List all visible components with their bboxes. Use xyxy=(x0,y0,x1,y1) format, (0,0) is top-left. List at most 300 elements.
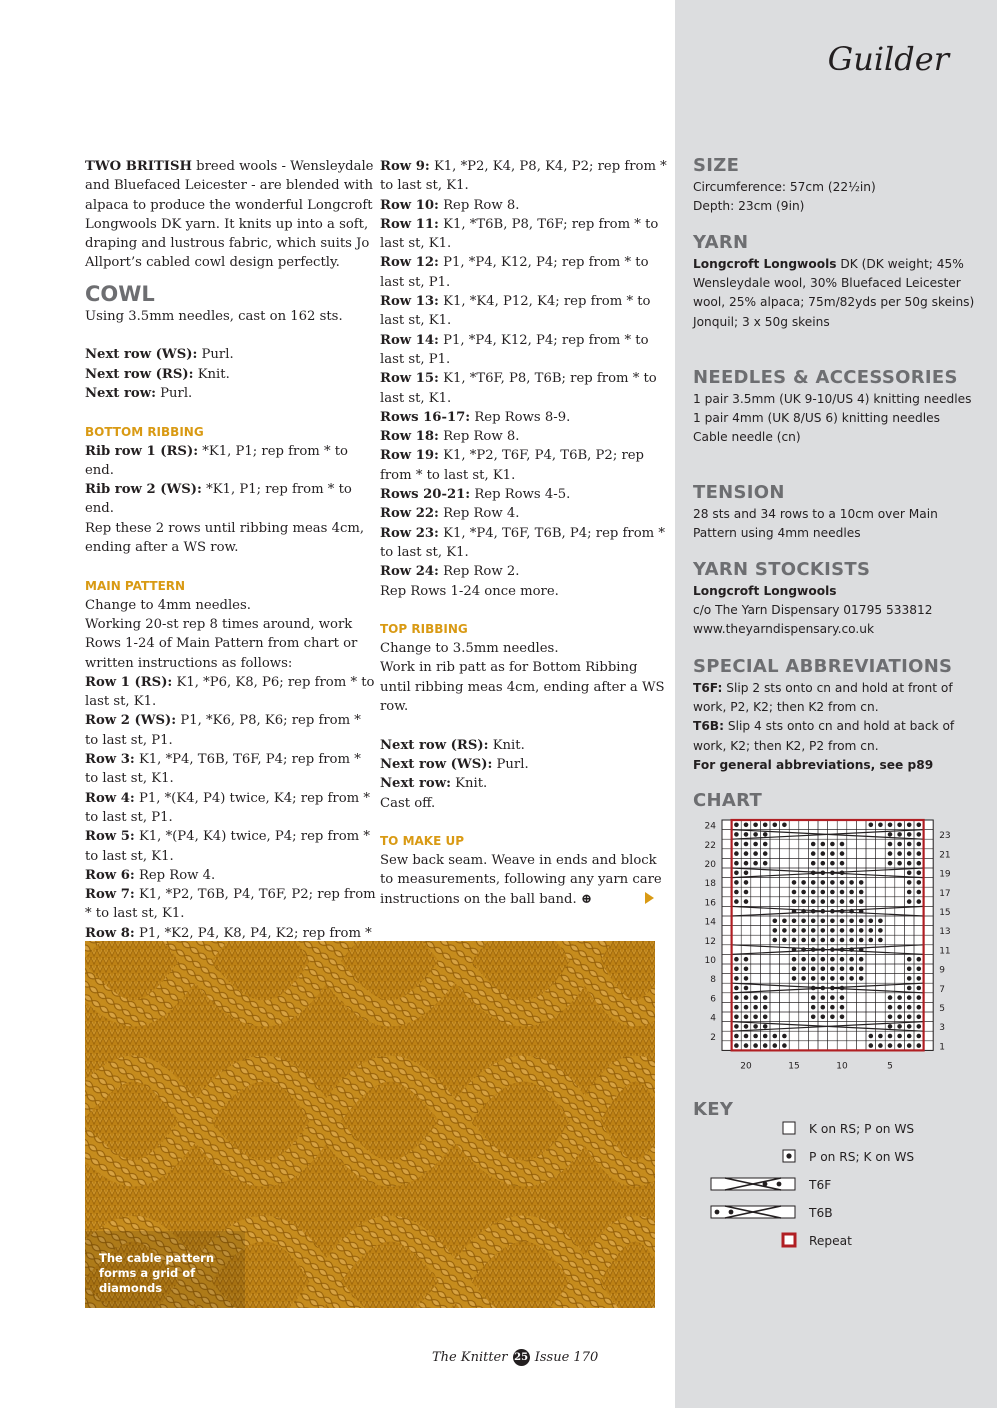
purl-dot xyxy=(830,967,835,972)
purl-dot xyxy=(773,1043,778,1048)
purl-dot xyxy=(753,1024,758,1029)
key-label: T6B xyxy=(809,1206,833,1220)
purl-dot xyxy=(734,967,739,972)
stockist-address: c/o The Yarn Dispensary 01795 533812 xyxy=(693,603,933,618)
instruction-row: Rows 16-17: Rep Rows 8-9. xyxy=(380,409,571,425)
size-line: Circumference: 57cm (22½in) xyxy=(693,180,876,194)
size-line: Depth: 23cm (9in) xyxy=(693,199,805,214)
needles-heading: NEEDLES & ACCESSORIES xyxy=(693,367,958,388)
row-label: 21 xyxy=(939,850,951,861)
purl-dot xyxy=(744,1015,749,1020)
key-label: P on RS; K on WS xyxy=(809,1150,915,1164)
purl-dot xyxy=(744,976,749,981)
purl-dot xyxy=(830,976,835,981)
purl-dot xyxy=(917,1024,922,1029)
purl-dot xyxy=(753,851,758,856)
purl-dot xyxy=(917,861,922,866)
purl-dot xyxy=(811,842,816,847)
purl-dot xyxy=(773,1034,778,1039)
main-pattern-intro: Change to 4mm needles. xyxy=(85,597,251,613)
purl-dot xyxy=(869,919,874,924)
purl-dot xyxy=(878,928,883,933)
purl-dot xyxy=(821,995,826,1000)
purl-dot xyxy=(859,919,864,924)
purl-dot xyxy=(763,842,768,847)
purl-dot xyxy=(840,890,845,895)
purl-dot xyxy=(734,957,739,962)
purl-dot xyxy=(773,919,778,924)
purl-dot xyxy=(897,995,902,1000)
purl-dot xyxy=(897,1015,902,1020)
purl-dot xyxy=(859,880,864,885)
purl-dot xyxy=(830,1005,835,1010)
purl-dot xyxy=(744,842,749,847)
purl-dot xyxy=(753,1015,758,1020)
purl-dot xyxy=(878,938,883,943)
key-heading: KEY xyxy=(693,1099,734,1120)
purl-dot xyxy=(811,986,816,991)
magazine-name: The Knitter xyxy=(432,1350,508,1365)
purl-dot xyxy=(763,823,768,828)
row-label: 17 xyxy=(939,888,951,899)
purl-dot xyxy=(821,880,826,885)
purl-dot xyxy=(782,938,787,943)
purl-dot xyxy=(811,1015,816,1020)
purl-dot xyxy=(734,1034,739,1039)
purl-dot xyxy=(744,957,749,962)
purl-dot xyxy=(859,938,864,943)
purl-dot xyxy=(917,1034,922,1039)
main-pattern-heading: MAIN PATTERN xyxy=(85,578,186,593)
chart-heading: CHART xyxy=(693,790,763,811)
instruction-row: Row 9: K1, *P2, K4, P8, K4, P2; rep from * to last st, K1. xyxy=(380,159,667,194)
key-symbols xyxy=(705,1118,805,1258)
row-label: 22 xyxy=(704,840,716,851)
purl-dot xyxy=(859,899,864,904)
purl-dot xyxy=(782,823,787,828)
ribbing-note: Rep these 2 rows until ribbing meas 4cm, ending after a WS row. xyxy=(85,520,365,556)
purl-dot xyxy=(753,832,758,837)
purl-dot xyxy=(821,842,826,847)
purl-dot xyxy=(888,842,893,847)
instruction-row: Row 15: K1, *T6F, P8, T6B; rep from * to last st, K1. xyxy=(380,371,657,406)
purl-dot xyxy=(840,938,845,943)
purl-dot xyxy=(907,880,912,885)
purl-dot xyxy=(907,976,912,981)
instruction-row: Rows 20-21: Rep Rows 4-5. xyxy=(380,487,571,503)
purl-dot xyxy=(859,957,864,962)
purl-dot xyxy=(897,842,902,847)
purl-dot xyxy=(888,832,893,837)
purl-dot xyxy=(917,976,922,981)
stockist-website[interactable]: www.theyarndispensary.co.uk xyxy=(693,622,875,637)
purl-dot xyxy=(763,1024,768,1029)
key-label: K on RS; P on WS xyxy=(809,1122,915,1136)
purl-dot xyxy=(917,957,922,962)
purl-dot xyxy=(734,851,739,856)
top-ribbing-line: Work in rib patt as for Bottom Ribbing until ribbing meas 4cm, ending after a WS row. xyxy=(380,660,665,715)
purl-dot xyxy=(792,938,797,943)
needles-section xyxy=(693,366,983,448)
abbrev-item: T6F: Slip 2 sts onto cn and hold at front of work, P2, K2; then K2 from cn. xyxy=(693,681,953,715)
purl-dot xyxy=(840,1015,845,1020)
instruction-row: Next row (RS): Knit. xyxy=(380,737,525,753)
instruction-row: Row 2 (WS): P1, *K6, P8, K6; rep from * to last st, P1. xyxy=(85,713,361,748)
purl-dot xyxy=(849,938,854,943)
intro-lead: TWO BRITISH xyxy=(85,159,192,174)
purl-dot xyxy=(917,1005,922,1010)
purl-dot xyxy=(888,1024,893,1029)
purl-dot xyxy=(811,890,816,895)
purl-dot xyxy=(830,938,835,943)
purl-dot xyxy=(917,1043,922,1048)
purl-dot xyxy=(734,842,739,847)
abbrev-item: T6B: Slip 4 sts onto cn and hold at back of work, K2; then K2, P2 from cn. xyxy=(693,719,955,753)
purl-dot xyxy=(849,967,854,972)
purl-dot xyxy=(859,967,864,972)
purl-dot xyxy=(782,1043,787,1048)
row-label: 23 xyxy=(939,831,951,842)
purl-dot xyxy=(801,976,806,981)
purl-dot xyxy=(753,1005,758,1010)
instruction-row: Next row (WS): Purl. xyxy=(85,347,234,363)
purl-dot xyxy=(849,880,854,885)
purl-dot xyxy=(830,928,835,933)
purl-dot xyxy=(907,861,912,866)
top-ribbing-line: Change to 3.5mm needles. xyxy=(380,641,559,657)
purl-dot xyxy=(773,928,778,933)
issue-number: Issue 170 xyxy=(534,1350,599,1365)
purl-dot xyxy=(763,1043,768,1048)
purl-dot xyxy=(830,861,835,866)
purl-dot xyxy=(811,995,816,1000)
instruction-row: Row 1 (RS): K1, *P6, K8, P6; rep from * to last st, K1. xyxy=(85,674,375,710)
purl-dot xyxy=(744,1043,749,1048)
purl-dot xyxy=(897,1043,902,1048)
column-label: 5 xyxy=(887,1061,893,1072)
purl-dot xyxy=(907,842,912,847)
instruction-row: Rib row 2 (WS): *K1, P1; rep from * to end. xyxy=(85,482,352,517)
purl-dot xyxy=(753,823,758,828)
purl-dot xyxy=(773,823,778,828)
purl-dot xyxy=(849,899,854,904)
purl-dot xyxy=(734,1043,739,1048)
purl-dot xyxy=(763,1015,768,1020)
purl-dot xyxy=(888,1005,893,1010)
purl-dot xyxy=(744,871,749,876)
purl-dot xyxy=(888,995,893,1000)
instruction-row: Next row: Purl. xyxy=(85,385,193,401)
purl-dot xyxy=(801,957,806,962)
purl-dot xyxy=(753,995,758,1000)
instruction-row: Row 12: P1, *P4, K12, P4; rep from * to last st, P1. xyxy=(380,255,649,290)
purl-dot xyxy=(907,832,912,837)
stockist-name: Longcroft Longwools xyxy=(693,584,837,598)
purl-dot xyxy=(811,899,816,904)
needles-line: 1 pair 3.5mm (UK 9-10/US 4) knitting needles xyxy=(693,392,972,406)
t6b-symbol xyxy=(711,1206,795,1218)
instruction-row: Next row: Knit. xyxy=(380,776,488,792)
purl-dot xyxy=(773,938,778,943)
purl-dot xyxy=(821,928,826,933)
abbrev-heading: SPECIAL ABBREVIATIONS xyxy=(693,656,953,677)
purl-dot xyxy=(888,1043,893,1048)
bottom-ribbing-heading: BOTTOM RIBBING xyxy=(85,424,204,439)
yarn-heading: YARN xyxy=(693,232,749,253)
row-label: 13 xyxy=(939,927,951,938)
row-label: 19 xyxy=(939,869,951,880)
knitting-chart xyxy=(690,814,970,1084)
purl-dot xyxy=(878,1034,883,1039)
purl-dot xyxy=(811,861,816,866)
purl-dot xyxy=(878,1043,883,1048)
purl-dot xyxy=(811,967,816,972)
purl-dot xyxy=(830,957,835,962)
stockists-heading: YARN STOCKISTS xyxy=(693,559,871,580)
purl-dot xyxy=(792,957,797,962)
purl-dot xyxy=(753,861,758,866)
purl-dot xyxy=(792,899,797,904)
purl-dot xyxy=(821,967,826,972)
purl-dot xyxy=(734,899,739,904)
purl-dot xyxy=(801,880,806,885)
purl-dot xyxy=(859,890,864,895)
row-label: 5 xyxy=(939,1004,945,1014)
knit-symbol xyxy=(783,1122,795,1134)
row-label: 2 xyxy=(710,1032,716,1043)
purl-dot xyxy=(744,861,749,866)
purl-dot xyxy=(801,938,806,943)
purl-dot xyxy=(734,871,739,876)
purl-dot xyxy=(792,967,797,972)
instruction-row: Row 19: K1, *P2, T6F, P4, T6B, P2; rep from * to last st, K1. xyxy=(380,448,645,483)
purl-dot xyxy=(811,851,816,856)
instruction-row: Row 23: K1, *P4, T6F, T6B, P4; rep from * to last st, K1. xyxy=(380,525,665,560)
purl-dot xyxy=(849,928,854,933)
purl-dot xyxy=(811,1005,816,1010)
purl-dot xyxy=(811,957,816,962)
purl-dot xyxy=(897,1034,902,1039)
purl-dot xyxy=(830,899,835,904)
purl-dot xyxy=(888,1015,893,1020)
purl-dot xyxy=(734,1015,739,1020)
intro-text: breed wools - Wensleydale and Bluefaced Leicester - are blended with alpaca to produce the wonderful Longcroft Longwools DK yarn. It knits up into a soft, draping and lustrous fabric, which suits Jo Allport’s cabled cowl design perfectly. xyxy=(85,159,374,271)
repeat-symbol xyxy=(783,1234,795,1246)
purl-dot xyxy=(869,938,874,943)
instruction-row: Row 11: K1, *T6B, P8, T6F; rep from * to last st, K1. xyxy=(380,216,659,252)
purl-dot xyxy=(907,986,912,991)
row-label: 16 xyxy=(704,898,716,909)
purl-dot xyxy=(907,871,912,876)
instruction-row: Row 10: Rep Row 8. xyxy=(380,197,520,213)
instruction-row: Row 5: K1, *(P4, K4) twice, P4; rep from * to last st, K1. xyxy=(85,829,370,864)
purl-dot xyxy=(888,861,893,866)
purl-dot xyxy=(917,1015,922,1020)
purl-dot xyxy=(792,919,797,924)
purl-dot xyxy=(821,1005,826,1010)
page-footer xyxy=(432,1349,598,1366)
purl-dot xyxy=(821,851,826,856)
chart-section xyxy=(693,789,983,813)
purl-dot xyxy=(763,1034,768,1039)
row-label: 14 xyxy=(704,917,716,928)
purl-dot xyxy=(917,986,922,991)
purl-dot xyxy=(907,1015,912,1020)
instruction-row: Row 8: P1, *K2, P4, K8, P4, K2; rep from * xyxy=(85,925,372,941)
purl-dot xyxy=(907,1024,912,1029)
purl-dot xyxy=(840,919,845,924)
purl-dot xyxy=(917,880,922,885)
purl-dot xyxy=(763,832,768,837)
yarn-section xyxy=(693,231,983,332)
continue-arrow-icon xyxy=(645,892,654,904)
column-label: 10 xyxy=(836,1061,848,1072)
purl-dot xyxy=(840,928,845,933)
purl-dot xyxy=(849,957,854,962)
purl-dot xyxy=(811,938,816,943)
purl-dot xyxy=(897,861,902,866)
purl-dot xyxy=(907,1043,912,1048)
purl-dot xyxy=(734,832,739,837)
purl-dot xyxy=(801,928,806,933)
purl-dot xyxy=(821,899,826,904)
row-label: 12 xyxy=(704,936,716,947)
purl-dot xyxy=(744,890,749,895)
purl-dot xyxy=(821,861,826,866)
purl-dot xyxy=(734,986,739,991)
purl-dot xyxy=(811,928,816,933)
purl-dot xyxy=(782,919,787,924)
t6f-symbol xyxy=(711,1178,795,1190)
purl-dot xyxy=(907,823,912,828)
row-label: 8 xyxy=(710,975,716,986)
purl-dot xyxy=(917,842,922,847)
column-middle xyxy=(380,157,672,909)
purl-dot xyxy=(917,890,922,895)
general-abbrev-note: For general abbreviations, see p89 xyxy=(693,757,934,772)
purl-dot xyxy=(869,823,874,828)
purl-dot xyxy=(744,823,749,828)
purl-dot xyxy=(801,967,806,972)
purl-dot xyxy=(830,1015,835,1020)
purl-dot xyxy=(744,1024,749,1029)
end-mark-icon: ⊕ xyxy=(580,891,592,907)
purl-dot xyxy=(821,957,826,962)
purl-dot xyxy=(840,995,845,1000)
purl-dot xyxy=(840,851,845,856)
purl-dot xyxy=(734,1024,739,1029)
purl-dot xyxy=(907,995,912,1000)
purl-dot xyxy=(907,851,912,856)
purl-dot xyxy=(792,928,797,933)
purl-dot xyxy=(897,1005,902,1010)
cast-off-text: Cast off. xyxy=(380,795,436,811)
purl-dot xyxy=(821,919,826,924)
purl-dot xyxy=(811,909,816,914)
purl-dot xyxy=(917,823,922,828)
purl-dot xyxy=(763,995,768,1000)
purl-dot xyxy=(811,947,816,952)
yarn-color: Jonquil; 3 x 50g skeins xyxy=(693,314,830,329)
size-heading: SIZE xyxy=(693,155,740,176)
top-ribbing-heading: TOP RIBBING xyxy=(380,622,468,637)
purl-dot xyxy=(830,842,835,847)
column-label: 20 xyxy=(740,1061,752,1072)
purl-dot xyxy=(782,1034,787,1039)
intro-paragraph xyxy=(85,157,377,273)
purl-dot xyxy=(917,871,922,876)
row-label: 4 xyxy=(710,1013,716,1024)
purl-dot xyxy=(830,851,835,856)
tension-section xyxy=(693,481,983,543)
purl-dot xyxy=(830,890,835,895)
purl-dot xyxy=(821,890,826,895)
purl-dot xyxy=(744,851,749,856)
instruction-row: Next row (WS): Purl. xyxy=(380,756,529,772)
tension-heading: TENSION xyxy=(693,482,785,503)
instruction-row: Row 13: K1, *K4, P12, K4; rep from * to last st, K1. xyxy=(380,294,651,329)
purl-dot xyxy=(734,861,739,866)
purl-dot xyxy=(801,899,806,904)
purl-dot xyxy=(840,871,845,876)
purl-dot xyxy=(888,823,893,828)
row-label: 15 xyxy=(939,908,951,918)
purl-dot xyxy=(801,890,806,895)
purl-dot xyxy=(840,909,845,914)
purl-dot xyxy=(859,976,864,981)
purl-dot xyxy=(811,871,816,876)
purl-dot xyxy=(849,976,854,981)
page-number: 25 xyxy=(513,1349,530,1366)
purl-dot xyxy=(734,995,739,1000)
instruction-row: Row 6: Rep Row 4. xyxy=(85,867,216,883)
cast-on-text: Using 3.5mm needles, cast on 162 sts. xyxy=(85,308,343,324)
purl-dot xyxy=(821,938,826,943)
purl-dot xyxy=(811,880,816,885)
purl-dot xyxy=(744,995,749,1000)
row-label: 18 xyxy=(704,879,716,890)
purl-dot xyxy=(869,1043,874,1048)
row-label: 9 xyxy=(939,965,945,976)
row-label: 3 xyxy=(939,1023,945,1034)
purl-dot xyxy=(734,976,739,981)
purl-dot xyxy=(763,1005,768,1010)
purl-dot xyxy=(811,919,816,924)
purl-dot xyxy=(907,1034,912,1039)
purl-dot xyxy=(878,919,883,924)
purl-dot xyxy=(917,851,922,856)
purl-dot xyxy=(744,832,749,837)
purl-dot xyxy=(878,823,883,828)
instruction-row: Rib row 1 (RS): *K1, P1; rep from * to end. xyxy=(85,443,348,478)
needles-line: 1 pair 4mm (UK 8/US 6) knitting needles xyxy=(693,411,940,426)
purl-dot xyxy=(869,928,874,933)
purl-dot xyxy=(849,890,854,895)
purl-dot xyxy=(849,919,854,924)
purl-dot xyxy=(763,861,768,866)
purl-dot xyxy=(917,832,922,837)
purl-dot xyxy=(744,899,749,904)
purl-dot xyxy=(907,890,912,895)
purl-dot xyxy=(840,880,845,885)
instruction-row: Row 24: Rep Row 2. xyxy=(380,564,520,580)
purl-dot xyxy=(792,890,797,895)
purl-dot xyxy=(907,1005,912,1010)
main-pattern-outro: Rep Rows 1-24 once more. xyxy=(380,583,559,599)
purl-dot xyxy=(792,880,797,885)
row-label: 24 xyxy=(704,821,716,832)
purl-dot xyxy=(840,967,845,972)
